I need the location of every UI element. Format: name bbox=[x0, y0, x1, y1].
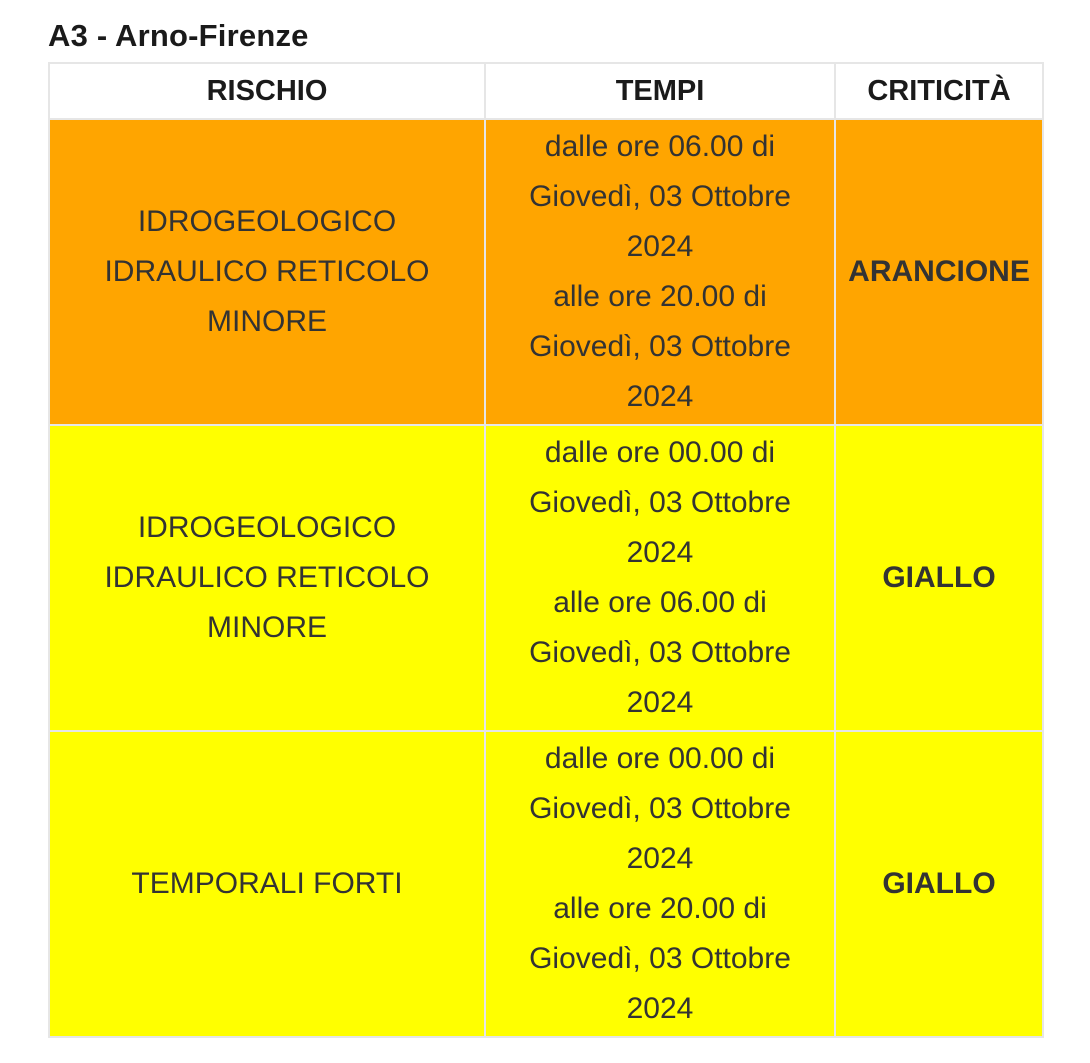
page-title: A3 - Arno-Firenze bbox=[48, 18, 309, 53]
table-row bbox=[49, 119, 1043, 425]
criticita-level: GIALLO bbox=[835, 425, 1043, 731]
criticita-level: ARANCIONE bbox=[835, 119, 1043, 425]
tempi-cell bbox=[485, 425, 835, 731]
header-rischio: RISCHIO bbox=[49, 63, 485, 119]
tempi-from: dalle ore 00.00 di Giovedì, 03 Ottobre 2024 bbox=[529, 436, 791, 569]
tempi-cell bbox=[485, 731, 835, 1037]
table-row bbox=[49, 425, 1043, 731]
rischio-cell bbox=[49, 119, 485, 425]
criticita-level: GIALLO bbox=[835, 731, 1043, 1037]
table-header-row bbox=[49, 63, 1043, 119]
tempi-from: dalle ore 06.00 di Giovedì, 03 Ottobre 2024 bbox=[529, 130, 791, 263]
rischio-cell bbox=[49, 425, 485, 731]
tempi-to: alle ore 06.00 di Giovedì, 03 Ottobre 2024 bbox=[529, 586, 791, 719]
alert-table bbox=[48, 62, 1044, 1038]
tempi-to: alle ore 20.00 di Giovedì, 03 Ottobre 2024 bbox=[529, 280, 791, 413]
tempi-from: dalle ore 00.00 di Giovedì, 03 Ottobre 2024 bbox=[529, 742, 791, 875]
header-tempi: TEMPI bbox=[485, 63, 835, 119]
rischio-text: TEMPORALI FORTI bbox=[131, 867, 403, 900]
header-criticita: CRITICITÀ bbox=[835, 63, 1043, 119]
rischio-cell bbox=[49, 731, 485, 1037]
rischio-text: IDROGEOLOGICO IDRAULICO RETICOLO MINORE bbox=[104, 205, 430, 338]
rischio-text: IDROGEOLOGICO IDRAULICO RETICOLO MINORE bbox=[104, 511, 430, 644]
tempi-to: alle ore 20.00 di Giovedì, 03 Ottobre 2024 bbox=[529, 892, 791, 1025]
tempi-cell bbox=[485, 119, 835, 425]
table-row bbox=[49, 731, 1043, 1037]
